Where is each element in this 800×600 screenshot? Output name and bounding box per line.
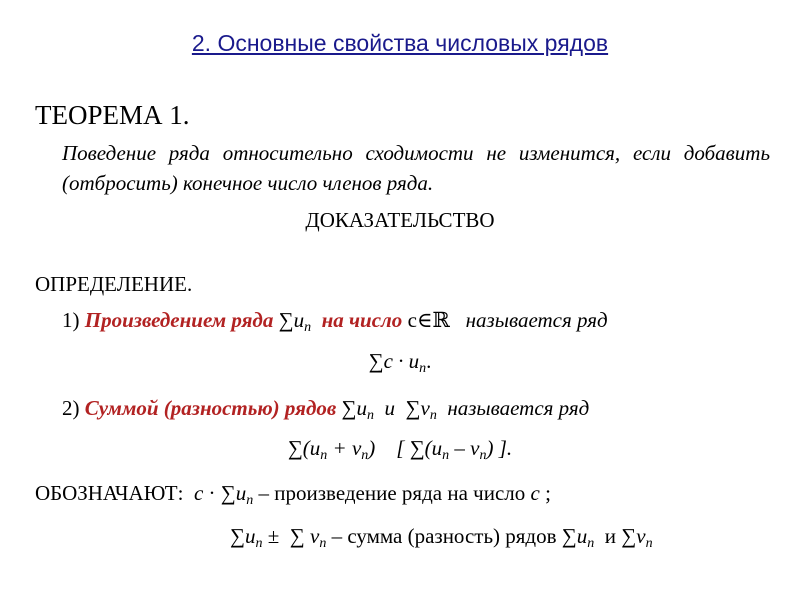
proof-label: ДОКАЗАТЕЛЬСТВО xyxy=(305,208,495,232)
notation-line-2: $\sum u_n$ ± ∑ $v_n$ – сумма (разность) рядов $\sum u_n$ и $\sum v_n$ xyxy=(230,524,653,551)
theorem-text: Поведение ряда относительно сходимости не изменится, если добавить (отбросить) конечное число членов ряда. xyxy=(62,141,770,195)
definition-item-1 xyxy=(62,308,608,336)
item-1-called: называется ряд xyxy=(465,308,608,332)
notation-line-1: ОБОЗНАЧАЮТ: $c \cdot \sum u_n$ – произведение ряда на число c ; xyxy=(35,481,551,508)
item-1-by-number: на число xyxy=(321,308,403,332)
item-1-series: $\sum u_n$ xyxy=(278,308,312,335)
item-2-series-2: $\sum v_n$ xyxy=(405,396,437,423)
definition-label: ОПРЕДЕЛЕНИЕ. xyxy=(35,272,193,296)
item-2-series-1: $\sum u_n$ xyxy=(341,396,375,423)
slide-title: 2. Основные свойства числовых рядов xyxy=(191,30,609,56)
item-1-term: Произведением ряда xyxy=(84,308,274,332)
item-2-term: Суммой (разностью) рядов xyxy=(84,396,337,420)
item-2-called: называется ряд xyxy=(447,396,590,420)
item-1-formula: $\sum c \cdot u_n$. xyxy=(368,349,432,376)
notation-label: ОБОЗНАЧАЮТ: xyxy=(35,481,184,505)
item-2-and: и xyxy=(384,396,396,420)
item-1-number: 1) xyxy=(62,308,80,332)
item-2-number: 2) xyxy=(62,396,80,420)
theorem-label: ТЕОРЕМА 1. xyxy=(35,100,190,130)
definition-item-2 xyxy=(62,396,589,424)
item-2-formula: $\sum(u_n + v_n)$ [ $\sum(u_n - v_n)$ ]. xyxy=(287,436,513,463)
item-1-c-in-r: c∈ℝ xyxy=(407,308,450,332)
